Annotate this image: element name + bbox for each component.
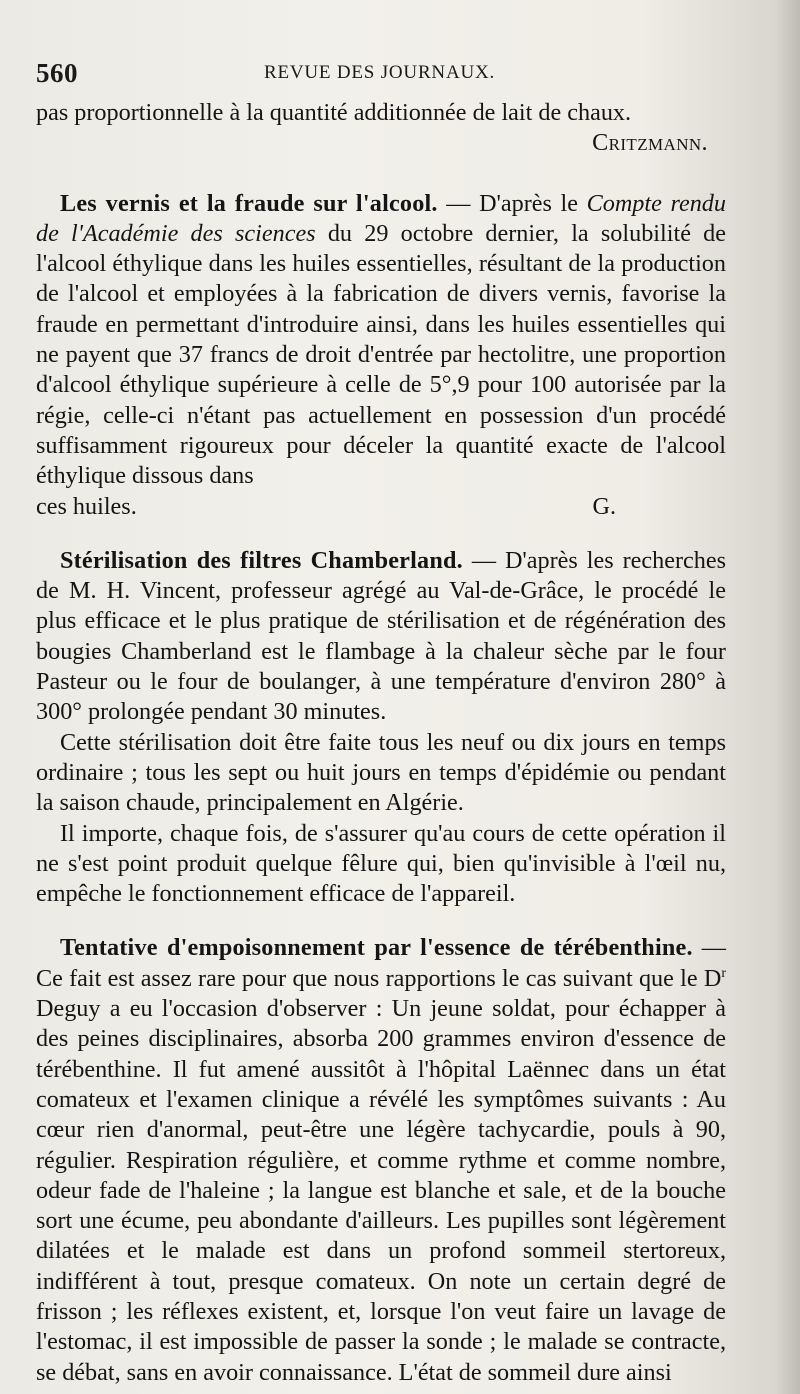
article-body: — Ce fait est assez rare pour que nous rapportions le cas suivant que le D [36, 934, 726, 992]
article-body-cont: Deguy a eu l'occasion d'observer : Un jeune soldat, pour échapper à des peines disciplinaires, absorba 200 grammes environ d'essence de térébenthine. Il fut amené aussitôt à l'hôpital Laënnec dans un état comateux et l'examen clinique a révélé les symptômes suivants : Au cœur rien d'anormal, peut-être une légère tachycardie, pouls à 90, régulier. Respiration régulière, et comme rythme et comme nombre, odeur fade de l'haleine ; la langue est blanche et sale, et de la bouche sort une écume, peu abondante d'ailleurs. Les pupilles sont légèrement dilatées et le malade est dans un profond sommeil stertoreux, indifférent à tout, presque comateux. On note un certain degré de frisson ; les réflexes existent, et, lorsque l'on veut faire un lavage de l'estomac, il est impossible de passer la sonde ; le malade se contracte, se débat, sans en avoir connaissance. L'état de sommeil dure ainsi [36, 995, 726, 1386]
article-lead: — D'après le [437, 189, 587, 217]
article-title: Les vernis et la fraude sur l'alcool. [60, 189, 438, 217]
article-superscript: r [721, 965, 726, 981]
page-body [36, 98, 726, 1388]
article-title: Stérilisation des filtres Chamberland. [60, 546, 463, 574]
article-source: Compte rendu de l'Académie des sciences [36, 189, 726, 247]
intro-line: pas proportionnelle à la quantité additionnée de lait de chaux. [36, 99, 632, 126]
article-paragraph: Cette stérilisation doit être faite tous les neuf ou dix jours en temps ordinaire ; tous les sept ou huit jours en temps d'épidémie ou pendant la saison chaude, principalement en Algérie. [36, 728, 726, 817]
article-paragraph: Il importe, chaque fois, de s'assurer qu'au cours de cette opération il ne s'est point produit quelque fêlure qui, bien qu'invisible à l'œil nu, empêche le fonctionnement efficace de l'appareil. [36, 819, 726, 908]
article-last-line: ces huiles. [36, 492, 137, 520]
article-vernis-fraude [36, 189, 726, 522]
article-title: Tentative d'empoisonnement par l'essence de térébenthine. [60, 934, 693, 962]
article-closing-line [36, 492, 726, 522]
article-body: du 29 octobre dernier, la solubilité de l'alcool éthylique dans les huiles essentielles, résultant de la production de l'alcool et employées à la fabrication de divers vernis, favorise la fraude en permettant d'introduire ainsi, dans les huiles essentielles qui ne payent que 37 francs de droit d'entrée par hectolitre, une proportion d'alcool éthylique supérieure à celle de 5°,9 pour 100 autorisée par la régie, celle-ci n'étant pas actuellement en possession d'un procédé suffisamment rigoureux pour déceler la quantité exacte de l'alcool éthylique dissous dans [36, 219, 726, 490]
article-signature: G. [592, 492, 616, 520]
page-header [36, 58, 728, 98]
article-sterilisation-filtres [36, 546, 726, 910]
article-empoisonnement-terebenthine [36, 933, 726, 1387]
intro-signature: Critzmann. [592, 129, 708, 157]
page-number: 560 [36, 58, 78, 88]
article-body: — D'après les recherches de M. H. Vincent, professeur agrégé au Val-de-Grâce, le procédé le plus efficace et le plus pratique de stérilisation et de régénération des bougies Chamberland est le flambage à la chaleur sèche par le four Pasteur ou le four de boulanger, à une température d'environ 280° à 300° prolongée pendant 30 minutes. [36, 546, 726, 726]
running-head: REVUE DES JOURNAUX. [264, 62, 496, 83]
